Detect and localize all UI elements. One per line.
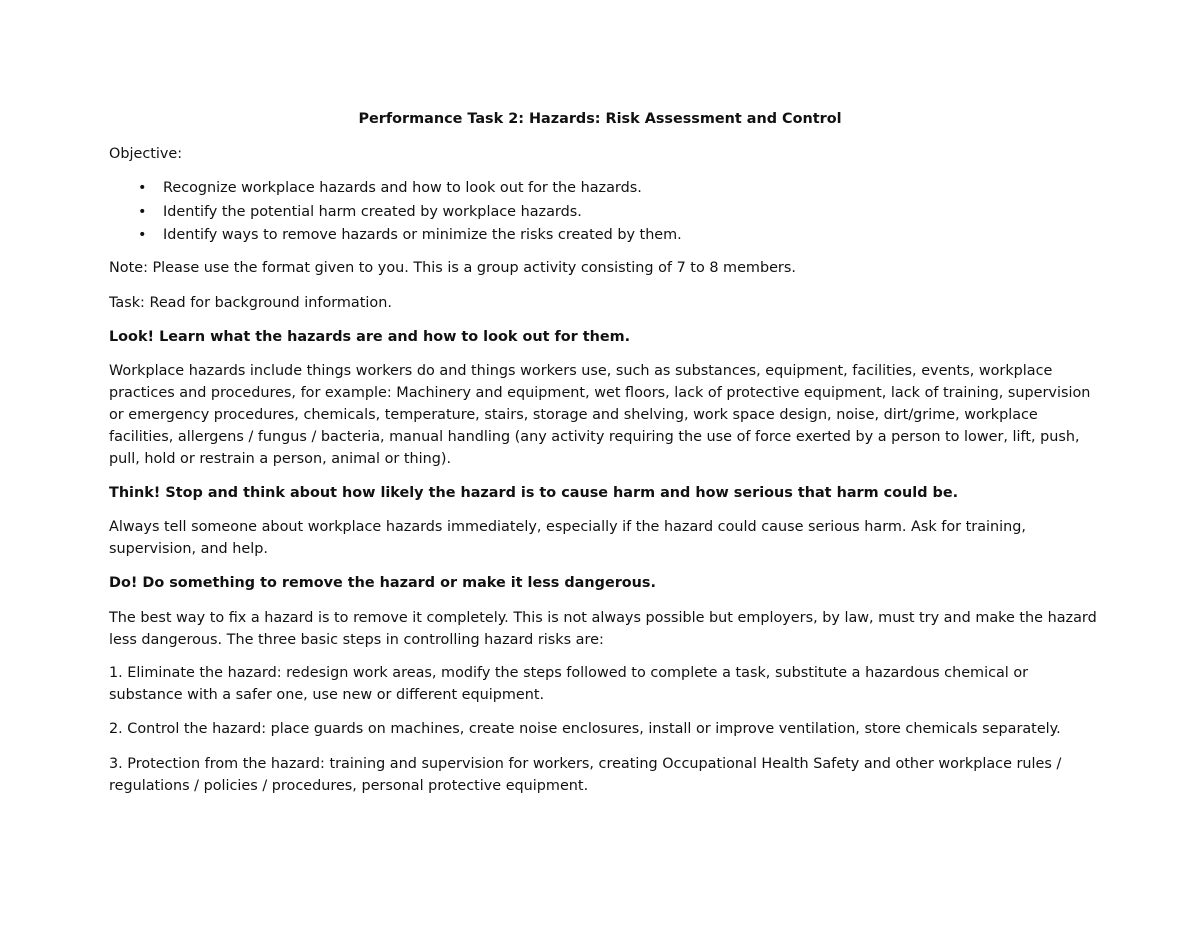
list-item [109, 201, 1099, 225]
think-heading: Think! Stop and think about how likely the hazard is to cause harm and how serious that harm could be. [109, 485, 959, 501]
note-paragraph: Note: Please use the format given to you. This is a group activity consisting of 7 to 8 members. [109, 260, 796, 276]
bullet-icon: • [138, 203, 147, 220]
objective-label: Objective: [109, 146, 183, 162]
objective-text: Recognize workplace hazards and how to look out for the hazards. [163, 180, 642, 196]
bullet-icon: • [138, 180, 147, 196]
do-body: The best way to fix a hazard is to remove it completely. This is not always possible but employers, by law, must try and make the hazard less dangerous. The three basic steps in controlling hazard risks are: [109, 610, 1097, 648]
task-paragraph: Task: Read for background information. [109, 295, 392, 311]
do-heading: Do! Do something to remove the hazard or make it less dangerous. [109, 575, 656, 591]
look-body: Workplace hazards include things workers do and things workers use, such as substances, equipment, facilities, events, workplace practices and procedures, for example: Machinery and equipment, wet floors, lack of protective equipment, lack of training, supervision or emergency procedures, chemicals, temperature, stairs, storage and shelving, work space design, noise, dirt/grime, workplace facilities, allergens / fungus / bacteria, manual handling (any activity requiring the use of force exerted by a person to lower, lift, push, pull, hold or restrain a person, animal or thing). [109, 363, 1091, 467]
bullet-icon: • [138, 227, 147, 243]
objective-text: Identify the potential harm created by workplace hazards. [163, 203, 582, 220]
step-eliminate: 1. Eliminate the hazard: redesign work areas, modify the steps followed to complete a task, substitute a hazardous chemical or substance with a safer one, use new or different equipment. [109, 665, 1029, 703]
list-item [109, 224, 1099, 248]
step-control: 2. Control the hazard: place guards on machines, create noise enclosures, install or improve ventilation, store chemicals separately. [109, 721, 1061, 737]
page-title: Performance Task 2: Hazards: Risk Assessment and Control [358, 111, 842, 127]
think-body: Always tell someone about workplace hazards immediately, especially if the hazard could cause serious harm. Ask for training, supervision, and help. [109, 519, 1026, 557]
list-item [109, 177, 1099, 201]
step-protection: 3. Protection from the hazard: training and supervision for workers, creating Occupational Health Safety and other workplace rules / regulations / policies / procedures, personal protective equipment. [109, 756, 1062, 794]
objectives-list [109, 177, 1099, 248]
objective-text: Identify ways to remove hazards or minimize the risks created by them. [163, 227, 682, 243]
look-heading: Look! Learn what the hazards are and how to look out for them. [109, 329, 631, 345]
